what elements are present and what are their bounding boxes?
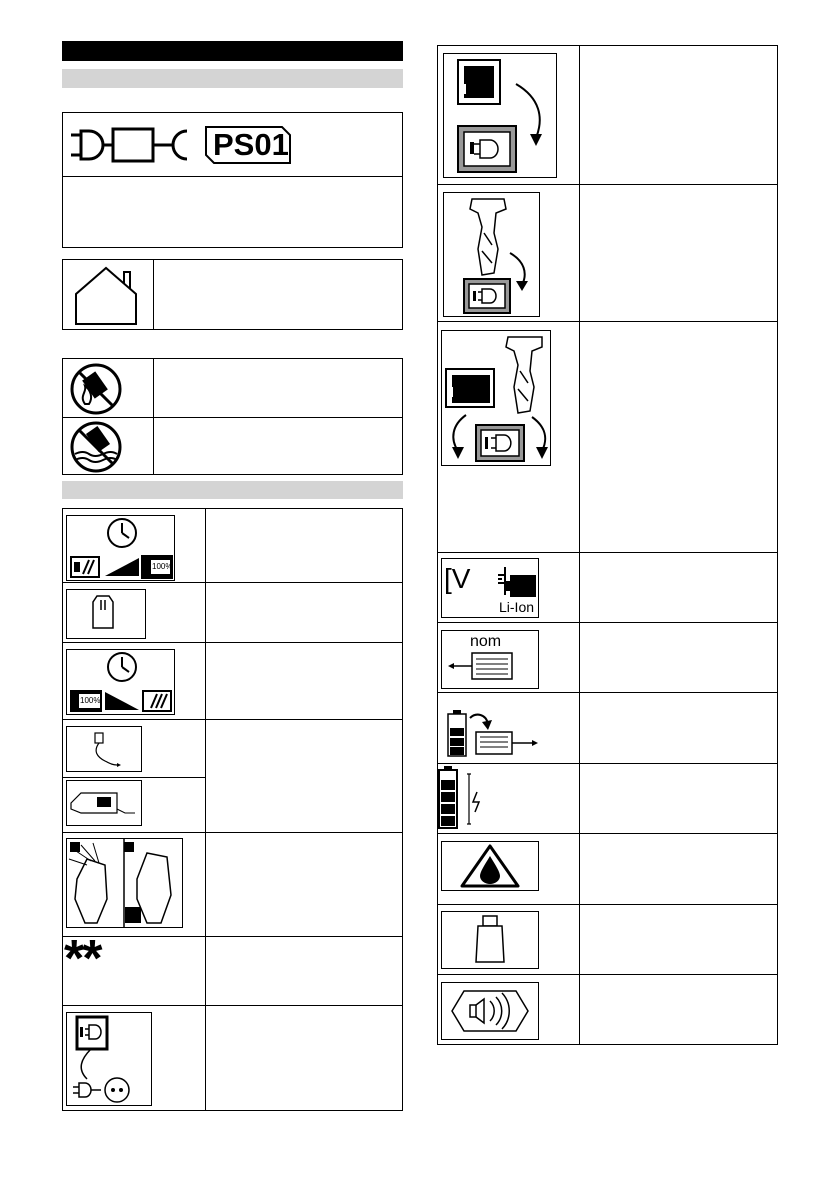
plug-code-label: PS01 bbox=[213, 127, 289, 162]
charge-percent-label: 100% bbox=[152, 562, 173, 571]
power-supply-plug-icon bbox=[67, 121, 197, 171]
power-supply-box bbox=[62, 112, 403, 248]
battery-motor-icon bbox=[442, 700, 542, 758]
battery-capacity-icon bbox=[437, 764, 487, 830]
indoor-use-box bbox=[62, 259, 403, 330]
run-percent-label: 100% bbox=[80, 696, 101, 705]
device-battery-charger-icon bbox=[441, 330, 551, 466]
charger-cable-icon bbox=[66, 726, 142, 772]
run-time-clock-icon bbox=[66, 649, 175, 715]
charging-station-icon bbox=[66, 780, 142, 826]
charger-socket-icon bbox=[66, 1012, 152, 1106]
oil-warning-icon bbox=[441, 841, 539, 891]
battery-pack-icon bbox=[66, 589, 146, 639]
motor-nominal-icon bbox=[441, 630, 539, 689]
spray-mode-icon bbox=[66, 838, 183, 928]
nominal-label: nom bbox=[470, 633, 502, 650]
subsection-heading-bar-2 bbox=[62, 481, 403, 499]
no-fire-battery-icon bbox=[69, 362, 123, 416]
weight-icon bbox=[441, 911, 539, 969]
voltage-label: [V bbox=[444, 563, 471, 594]
battery-type-label: Li-Ion bbox=[499, 599, 535, 615]
subsection-heading-bar bbox=[62, 69, 403, 88]
battery-to-charger-icon bbox=[443, 53, 557, 178]
battery-voltage-icon bbox=[441, 558, 539, 618]
battery-safety-box bbox=[62, 358, 403, 475]
asterisk-icon: ** bbox=[64, 930, 101, 988]
plug-code-badge bbox=[204, 123, 292, 167]
charging-time-clock-icon bbox=[66, 515, 175, 581]
section-heading-bar bbox=[62, 41, 403, 61]
sound-level-icon bbox=[441, 982, 539, 1040]
no-water-battery-icon bbox=[69, 420, 123, 474]
device-to-charger-icon bbox=[443, 192, 540, 317]
house-icon bbox=[68, 264, 148, 326]
